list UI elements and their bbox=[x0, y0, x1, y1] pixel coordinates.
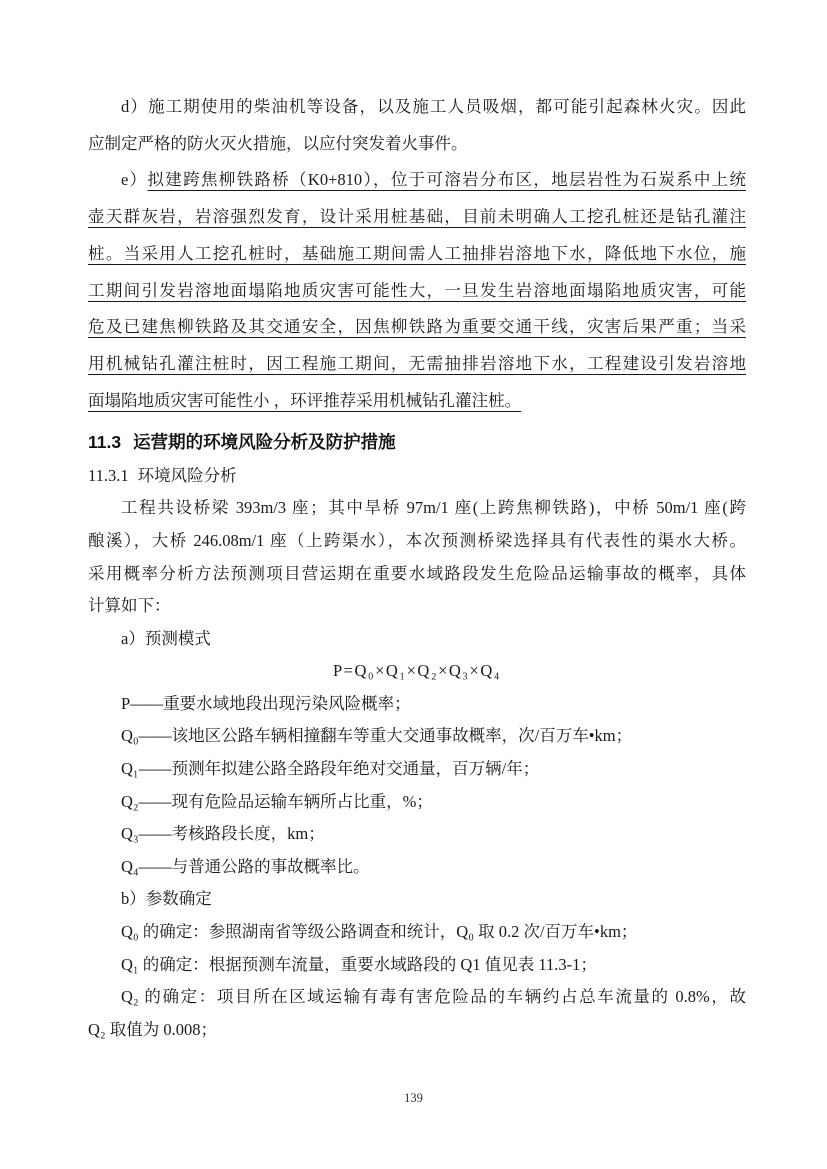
parameter-line: Q₀ 的确定：参照湖南省等级公路调查和统计，Q₀ 取 0.2 次/百万车•km； bbox=[121, 922, 638, 942]
paragraph-e-underlined bbox=[88, 162, 746, 419]
text-line: d）施工期使用的柴油机等设备，以及施工人员吸烟，都可能引起森林火灾。因此 bbox=[121, 97, 746, 116]
subsection-heading bbox=[88, 459, 746, 492]
definition-line: Q₀——该地区公路车辆相撞翻车等重大交通事故概率，次/百万车•km； bbox=[121, 726, 633, 746]
page-number: 139 bbox=[404, 1091, 423, 1105]
definition-line: Q₂——现有危险品运输车辆所占比重，%； bbox=[121, 791, 433, 811]
text-line bbox=[88, 346, 746, 383]
definition-line: Q₃——考核路段长度，km； bbox=[121, 824, 325, 844]
definition-line: Q₁——预测年拟建公路全路段年绝对交通量，百万辆/年； bbox=[121, 759, 540, 779]
subsection-title: 环境风险分析 bbox=[137, 466, 237, 486]
text-line: 应制定严格的防火灭火措施，以应付突发着火事件。 bbox=[88, 133, 468, 153]
text-line bbox=[88, 309, 746, 346]
item-a-label: a）预测模式 bbox=[121, 628, 211, 648]
underlined-text: 危及已建焦柳铁路及其交通安全，因焦柳铁路为重要交通干线，灾害后果严重；当采 bbox=[88, 317, 746, 337]
section-heading bbox=[88, 425, 746, 459]
section-body bbox=[88, 492, 746, 1046]
subsection-number: 11.3.1 bbox=[88, 466, 129, 486]
text-line bbox=[88, 199, 746, 236]
parameter-line: Q₂ 取值为 0.008； bbox=[88, 1019, 218, 1039]
underlined-text: 桩。当采用人工挖孔桩时，基础施工期间需人工抽排岩溶地下水，降低地下水位，施 bbox=[88, 243, 746, 263]
text-line: 酿溪），大桥 246.08m/1 座（上跨渠水），本次预测桥梁选择具有代表性的渠水大桥。 bbox=[88, 530, 746, 550]
definition-line: Q₄——与普通公路的事故概率比。 bbox=[121, 856, 370, 876]
underlined-text: 用机械钻孔灌注桩时，因工程施工期间，无需抽排岩溶地下水，工程建设引发岩溶地 bbox=[88, 353, 746, 373]
parameter-line: Q₁ 的确定：根据预测车流量，重要水域路段的 Q1 值见表 11.3-1； bbox=[121, 954, 597, 974]
paragraph-d bbox=[88, 89, 746, 162]
list-marker: e） bbox=[121, 170, 148, 190]
section-title: 运营期的环境风险分析及防护措施 bbox=[133, 432, 396, 453]
parameter-line: Q₂ 的确定：项目所在区域运输有毒有害危险品的车辆约占总车流量的 0.8%，故 bbox=[121, 987, 746, 1007]
underlined-text: 拟建跨焦柳铁路桥（K0+810），位于可溶岩分布区，地层岩性为石炭系中上统 bbox=[147, 170, 746, 190]
text-line: 计算如下： bbox=[88, 596, 171, 616]
parameter-determination bbox=[88, 916, 746, 1046]
probability-formula: P=Q₀×Q₁×Q₂×Q₃×Q₄ bbox=[332, 661, 502, 681]
text-line: 采用概率分析方法预测项目营运期在重要水域路段发生危险品运输事故的概率，具体 bbox=[88, 563, 746, 583]
underlined-text: 工期间引发岩溶地面塌陷地质灾害可能性大，一旦发生岩溶地面塌陷地质灾害，可能 bbox=[88, 280, 746, 300]
document-body bbox=[88, 89, 746, 1046]
underlined-text: 壶天群灰岩，岩溶强烈发育，设计采用桩基础，目前未明确人工挖孔桩还是钻孔灌注 bbox=[88, 207, 746, 227]
item-b-label: b）参数确定 bbox=[121, 889, 212, 909]
underlined-text: 面塌陷地质灾害可能性小 ，环评推荐采用机械钻孔灌注桩。 bbox=[88, 390, 522, 410]
intro-paragraph bbox=[88, 492, 746, 622]
text-line bbox=[88, 162, 746, 199]
text-line bbox=[88, 236, 746, 273]
variable-definitions bbox=[88, 688, 746, 884]
text-line: 工程共设桥梁 393m/3 座；其中旱桥 97m/1 座(上跨焦柳铁路)，中桥 50m/1 座(跨 bbox=[121, 498, 746, 518]
definition-line: P——重要水域地段出现污染风险概率； bbox=[121, 693, 411, 713]
section-number: 11.3 bbox=[88, 432, 122, 453]
text-line bbox=[88, 383, 746, 420]
text-line bbox=[88, 273, 746, 310]
